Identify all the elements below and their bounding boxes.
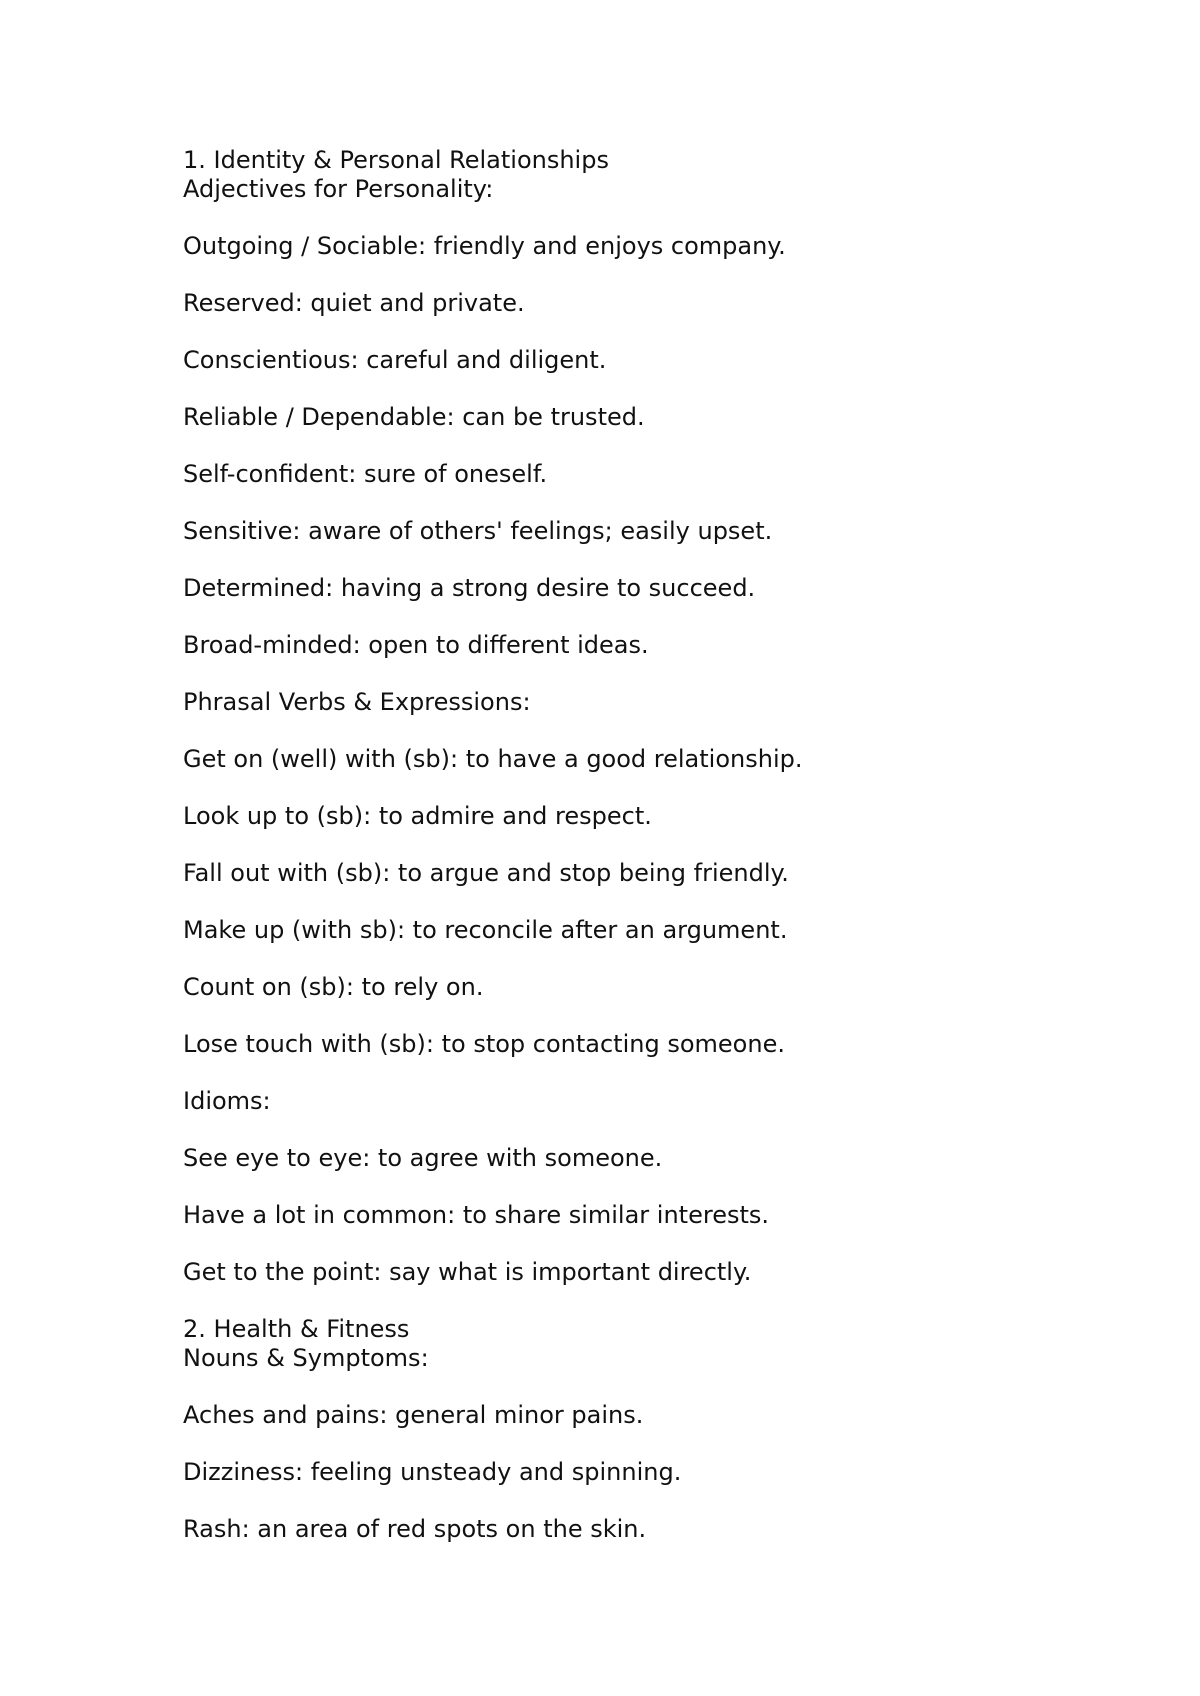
section-heading: 2. Health & Fitness xyxy=(183,1315,410,1343)
list-item: Aches and pains: general minor pains. xyxy=(183,1401,644,1429)
section-heading: 1. Identity & Personal Relationships xyxy=(183,146,609,174)
list-item: Dizziness: feeling unsteady and spinning. xyxy=(183,1458,682,1486)
subheading: Phrasal Verbs & Expressions: xyxy=(183,688,531,716)
list-item: Lose touch with (sb): to stop contacting someone. xyxy=(183,1030,785,1058)
subheading: Nouns & Symptoms: xyxy=(183,1344,429,1372)
list-item: Reliable / Dependable: can be trusted. xyxy=(183,403,645,431)
list-item: Make up (with sb): to reconcile after an argument. xyxy=(183,916,788,944)
list-item: Conscientious: careful and diligent. xyxy=(183,346,607,374)
list-item: Broad-minded: open to different ideas. xyxy=(183,631,649,659)
list-item: Fall out with (sb): to argue and stop being friendly. xyxy=(183,859,789,887)
subheading: Adjectives for Personality: xyxy=(183,175,494,203)
list-item: Get to the point: say what is important directly. xyxy=(183,1258,752,1286)
list-item: Outgoing / Sociable: friendly and enjoys company. xyxy=(183,232,786,260)
subheading: Idioms: xyxy=(183,1087,271,1115)
list-item: See eye to eye: to agree with someone. xyxy=(183,1144,663,1172)
list-item: Determined: having a strong desire to succeed. xyxy=(183,574,756,602)
list-item: Look up to (sb): to admire and respect. xyxy=(183,802,652,830)
list-item: Sensitive: aware of others' feelings; easily upset. xyxy=(183,517,773,545)
list-item: Get on (well) with (sb): to have a good relationship. xyxy=(183,745,803,773)
list-item: Count on (sb): to rely on. xyxy=(183,973,484,1001)
list-item: Reserved: quiet and private. xyxy=(183,289,525,317)
list-item: Have a lot in common: to share similar interests. xyxy=(183,1201,770,1229)
list-item: Rash: an area of red spots on the skin. xyxy=(183,1515,647,1543)
list-item: Self-confident: sure of oneself. xyxy=(183,460,548,488)
